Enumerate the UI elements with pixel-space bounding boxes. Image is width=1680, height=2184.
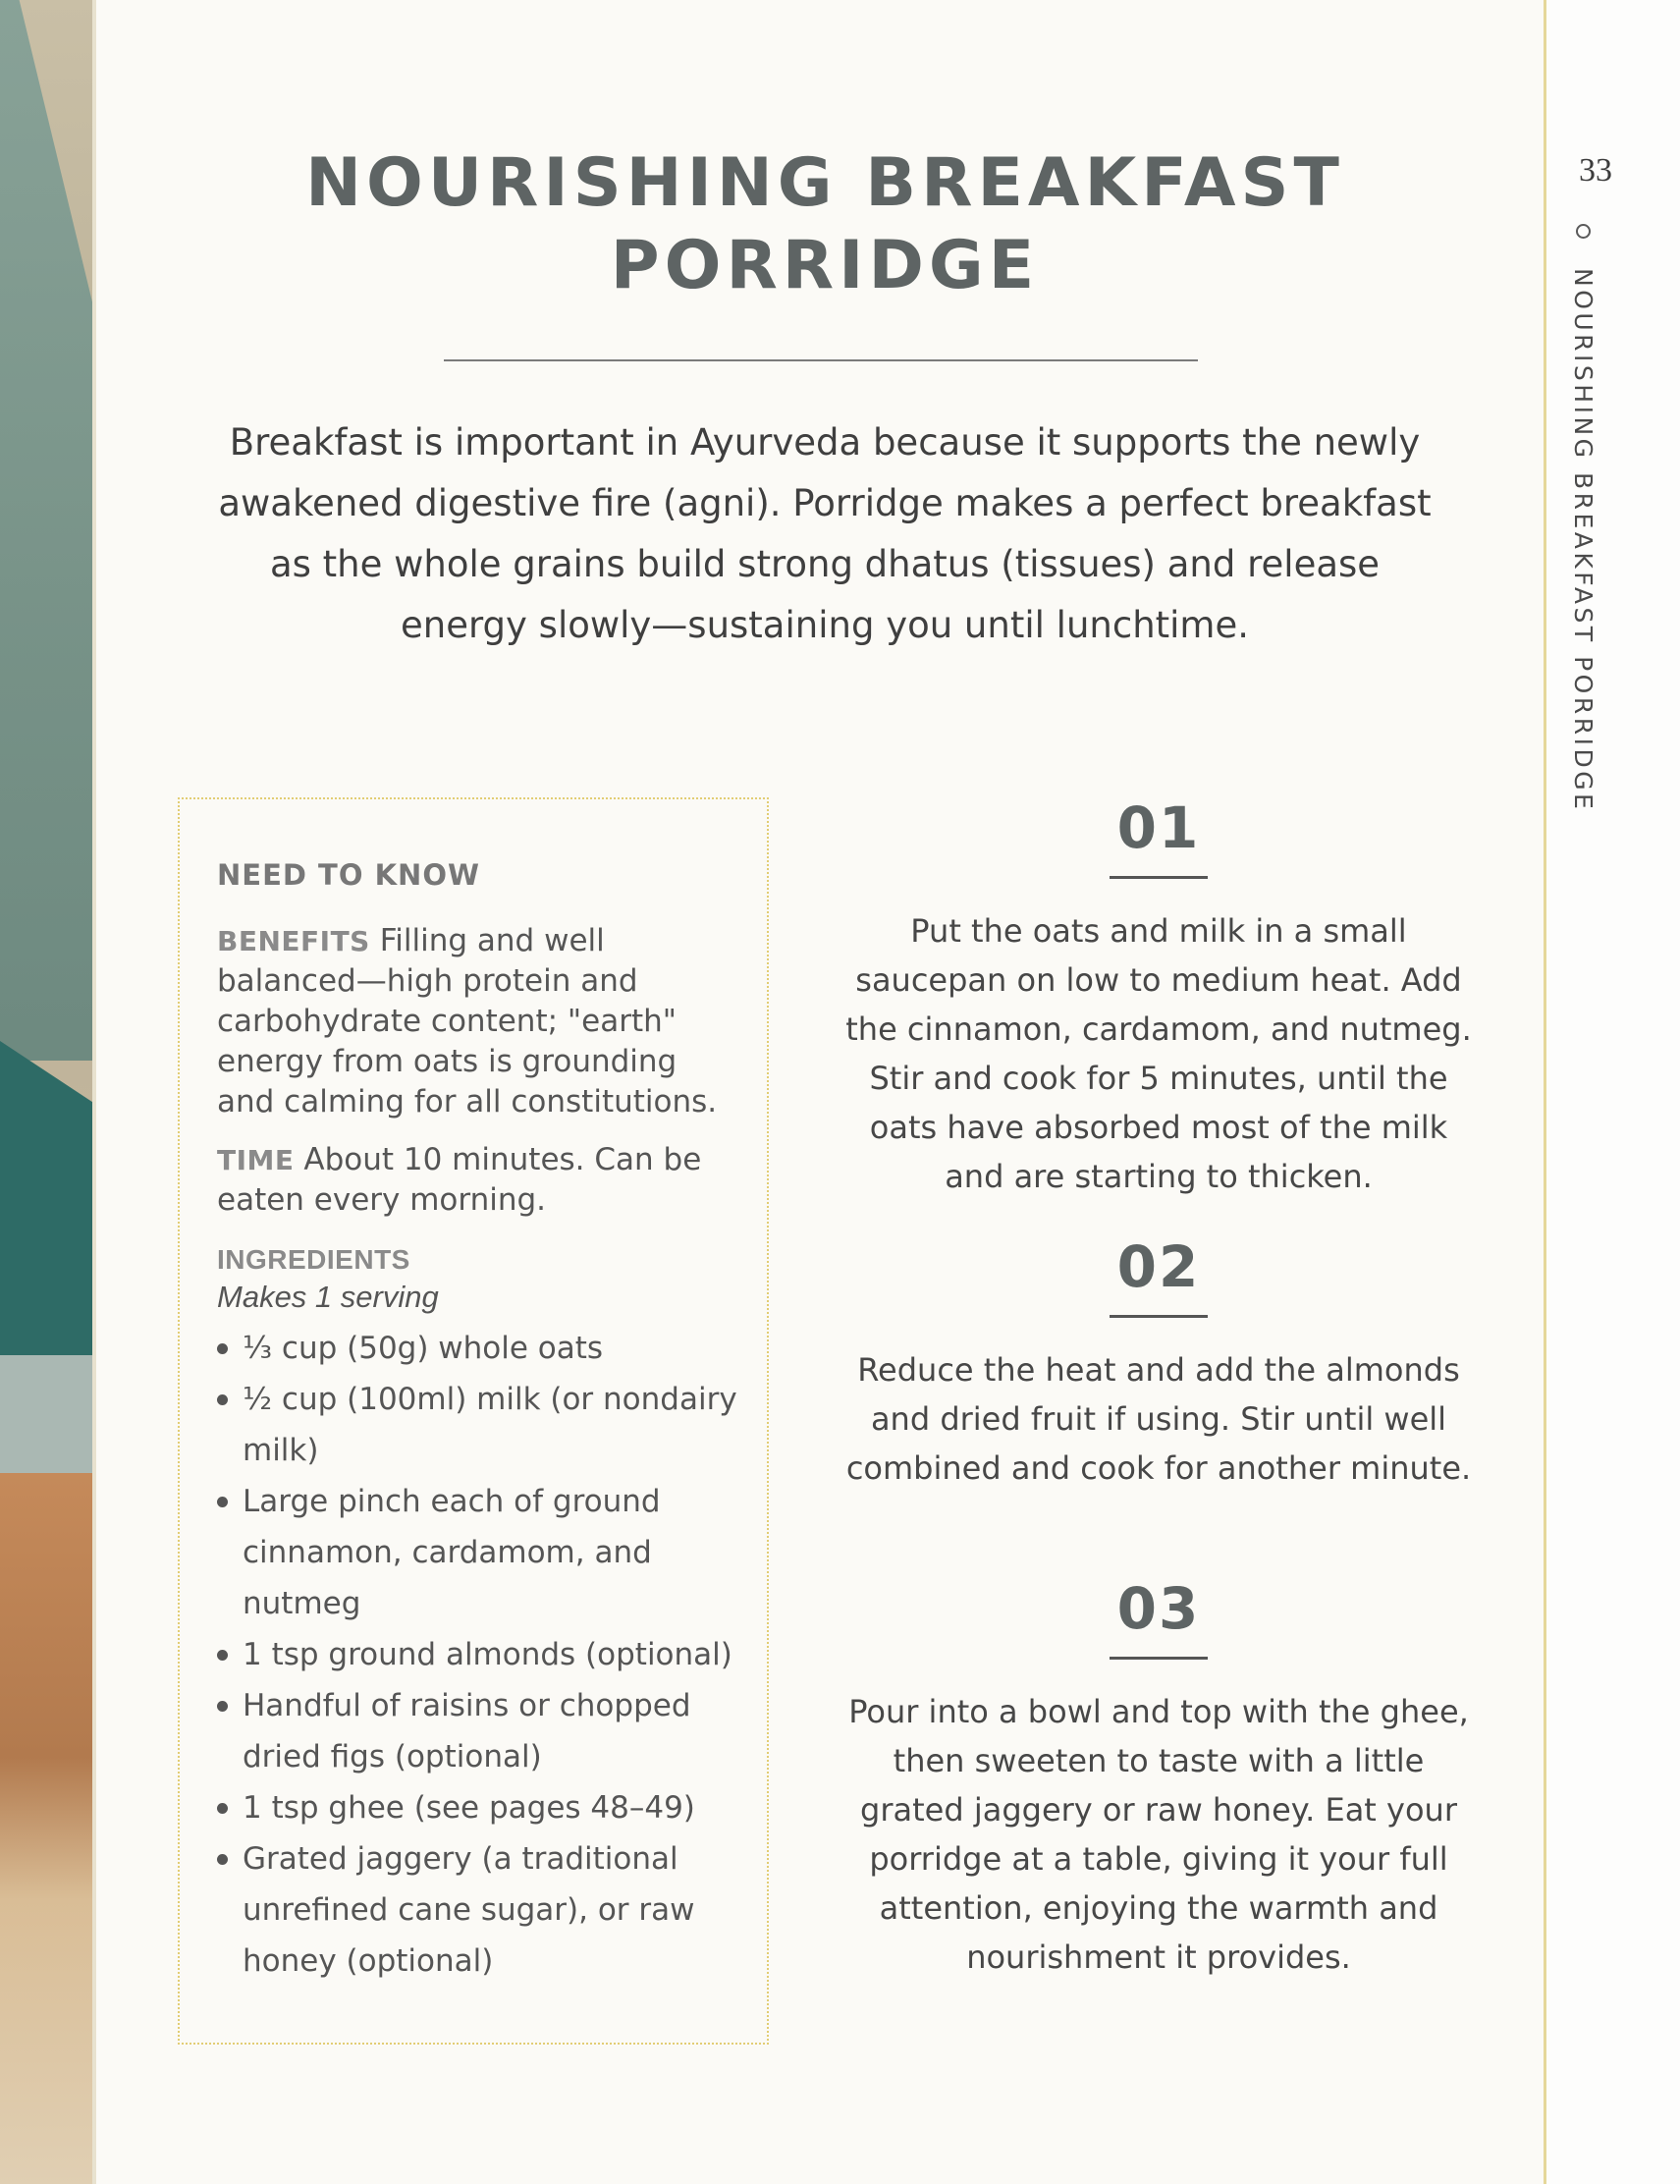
- benefits-text: Filling and well balanced—high protein and carbohydrate content; "earth" energy from oats is grounding and calming for all constitutions.: [217, 923, 718, 1119]
- illustration-wood-table: [0, 1473, 96, 2184]
- ingredient-item: [217, 1476, 737, 1629]
- step-text: Pour into a bowl and top with the ghee, then sweeten to taste with a little grated jaggery or raw honey. Eat your porridge at a table, giving it your full attention, enjoying the warmth and nourishment it provides.: [848, 1693, 1469, 1976]
- time-label: TIME: [217, 1144, 295, 1176]
- bullet-icon: [217, 1803, 228, 1814]
- servings-note: Makes 1 serving: [217, 1280, 439, 1314]
- page-gutter-edge: [92, 0, 96, 2184]
- running-head: [1569, 224, 1598, 812]
- circle-icon: [1576, 224, 1591, 239]
- step-text: Reduce the heat and add the almonds and dried fruit if using. Stir until well combined and cook for another minute.: [845, 1351, 1472, 1487]
- ingredient-text: ⅓ cup (50g) whole oats: [243, 1331, 604, 1366]
- recipe-title: NOURISHING BREAKFAST PORRIDGE: [305, 144, 1344, 304]
- ingredients-list: [217, 1323, 737, 1987]
- need-to-know-heading: NEED TO KNOW: [217, 858, 480, 892]
- ingredients-label: INGREDIENTS: [217, 1244, 410, 1275]
- bullet-icon: [217, 1497, 228, 1507]
- ingredient-item: [217, 1833, 737, 1987]
- step-number: 02: [1116, 1233, 1201, 1300]
- step-text: Put the oats and milk in a small saucepan on low to medium heat. Add the cinnamon, cardamom, and nutmeg. Stir and cook for 5 minutes, until the oats have absorbed most of the milk and are starting to thicken.: [845, 912, 1472, 1195]
- ingredient-text: ½ cup (100ml) milk (or nondairy milk): [243, 1382, 737, 1468]
- page-number: 33: [1579, 152, 1612, 189]
- ingredient-item: [217, 1680, 737, 1782]
- step-number: 01: [1116, 794, 1201, 861]
- step-number-underline: [1110, 1315, 1208, 1318]
- left-illustration-strip: [0, 0, 96, 2184]
- step-3: [844, 1574, 1473, 1982]
- ingredient-item: [217, 1782, 737, 1833]
- ingredient-item: [217, 1629, 737, 1680]
- ingredient-item: [217, 1323, 737, 1374]
- ingredient-item: [217, 1374, 737, 1476]
- ingredient-text: 1 tsp ghee (see pages 48–49): [243, 1790, 695, 1826]
- step-number: 03: [1116, 1575, 1201, 1642]
- step-number-underline: [1110, 1657, 1208, 1660]
- benefits-paragraph: [217, 921, 737, 1122]
- need-to-know-box: [178, 797, 769, 2045]
- bullet-icon: [217, 1701, 228, 1712]
- illustration-dark-teal-shape: [0, 1041, 96, 1394]
- ingredient-text: Grated jaggery (a traditional unrefined cane sugar), or raw honey (optional): [243, 1841, 695, 1979]
- bullet-icon: [217, 1343, 228, 1354]
- benefits-label: BENEFITS: [217, 925, 370, 957]
- recipe-intro: Breakfast is important in Ayurveda because it supports the newly awakened digestive fire (agni). Porridge makes a perfect breakfast as the whole grains build strong dhatus (tissues) and release energy slowly—sustaining you until lunchtime.: [218, 421, 1432, 646]
- illustration-grey-shape: [0, 1355, 96, 1493]
- ingredient-text: Handful of raisins or chopped dried figs (optional): [243, 1688, 691, 1774]
- illustration-teal-wall: [0, 0, 96, 1061]
- bullet-icon: [217, 1650, 228, 1661]
- time-text: About 10 minutes. Can be eaten every morning.: [217, 1142, 702, 1218]
- time-paragraph: [217, 1140, 737, 1221]
- title-divider: [444, 359, 1198, 361]
- step-number-underline: [1110, 876, 1208, 879]
- bullet-icon: [217, 1854, 228, 1865]
- ingredient-text: 1 tsp ground almonds (optional): [243, 1637, 732, 1672]
- step-1: [844, 793, 1473, 1201]
- running-head-text: NOURISHING BREAKFAST PORRIDGE: [1569, 268, 1598, 813]
- bullet-icon: [217, 1394, 228, 1405]
- ingredient-text: Large pinch each of ground cinnamon, cardamom, and nutmeg: [243, 1484, 661, 1621]
- step-2: [844, 1232, 1473, 1493]
- right-margin: [1546, 0, 1680, 2184]
